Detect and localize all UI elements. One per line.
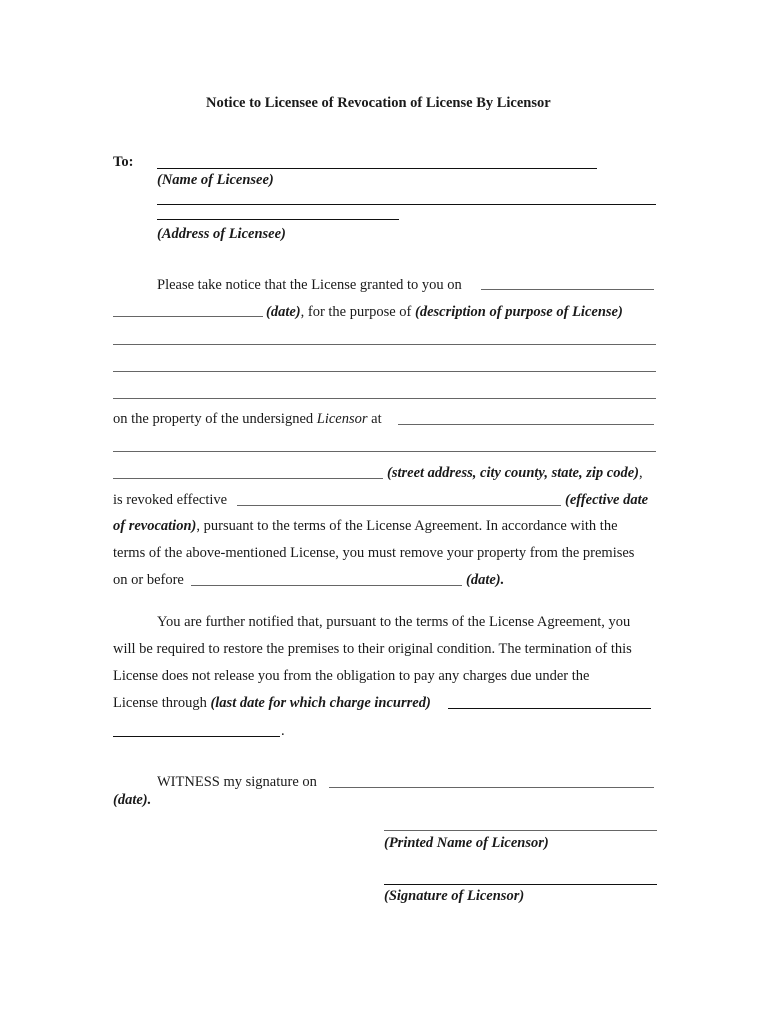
- further-notice-line-3: License does not release you from the obligation to pay any charges due under the: [113, 668, 590, 684]
- to-label: To:: [113, 154, 134, 170]
- on-property-line: [113, 410, 382, 428]
- terms-text: terms of the above-mentioned License, you must remove your property from the premises: [113, 545, 635, 561]
- date-label: (date): [266, 304, 301, 320]
- witness-text: WITNESS my signature on: [157, 774, 317, 790]
- street-address-comma: ,: [638, 465, 643, 481]
- date-purpose-line: [266, 303, 623, 321]
- further-notice-line-2: will be required to restore the premises to their original condition. The termination of this: [113, 641, 632, 657]
- licensee-address-line-1[interactable]: [157, 204, 656, 205]
- on-property-text: on the property of the undersigned: [113, 411, 314, 427]
- property-address-line-1[interactable]: [398, 424, 654, 425]
- description-label: (description of purpose of License): [414, 304, 623, 320]
- last-charge-date-line-1[interactable]: [448, 708, 651, 709]
- address-of-licensee-label: (Address of Licensee): [157, 226, 286, 242]
- pursuant-line: [113, 517, 618, 535]
- final-period: .: [281, 723, 285, 739]
- purpose-description-line-3[interactable]: [113, 398, 656, 399]
- last-date-label: (last date for which charge incurred): [210, 695, 431, 711]
- property-address-line-2[interactable]: [113, 451, 656, 452]
- license-through-text: License through: [113, 695, 207, 711]
- signature-label: (Signature of Licensor): [384, 888, 525, 904]
- licensee-name-line[interactable]: [157, 168, 597, 169]
- licensee-address-line-2[interactable]: [157, 219, 399, 220]
- is-revoked-text: is revoked effective: [113, 492, 228, 508]
- for-purpose-text: , for the purpose of: [300, 304, 412, 320]
- printed-name-line[interactable]: [384, 830, 657, 831]
- license-granted-date-line[interactable]: [481, 289, 654, 290]
- purpose-description-line-1[interactable]: [113, 344, 656, 345]
- removal-date-line[interactable]: [191, 585, 462, 586]
- license-through-line: [113, 694, 431, 712]
- document-title: Notice to Licensee of Revocation of License By Licensor: [206, 95, 551, 111]
- effective-date-line[interactable]: [237, 505, 561, 506]
- pursuant-text: , pursuant to the terms of the License Agreement. In accordance with the: [196, 518, 618, 534]
- removal-date-label: (date).: [466, 572, 505, 588]
- printed-name-label: (Printed Name of Licensor): [384, 835, 549, 851]
- licensor-word: Licensor: [316, 411, 368, 427]
- witness-date-label: (date).: [113, 792, 152, 808]
- signature-line[interactable]: [384, 884, 657, 885]
- of-revocation-label: of revocation): [113, 518, 197, 534]
- street-address-label: (street address, city county, state, zip code): [387, 465, 639, 481]
- further-notice-line-1: You are further notified that, pursuant to the terms of the License Agreement, you: [157, 614, 631, 630]
- name-of-licensee-label: (Name of Licensee): [157, 172, 274, 188]
- last-charge-date-line-2[interactable]: [113, 736, 280, 737]
- effective-date-label: (effective date: [565, 492, 649, 508]
- on-or-before-text: on or before: [113, 572, 184, 588]
- at-word: at: [371, 411, 382, 427]
- street-address-line: [387, 464, 643, 482]
- purpose-description-line-2[interactable]: [113, 371, 656, 372]
- witness-date-line[interactable]: [329, 787, 654, 788]
- license-date-line[interactable]: [113, 316, 263, 317]
- property-address-line-3[interactable]: [113, 478, 383, 479]
- notice-intro-text: Please take notice that the License granted to you on: [157, 277, 462, 293]
